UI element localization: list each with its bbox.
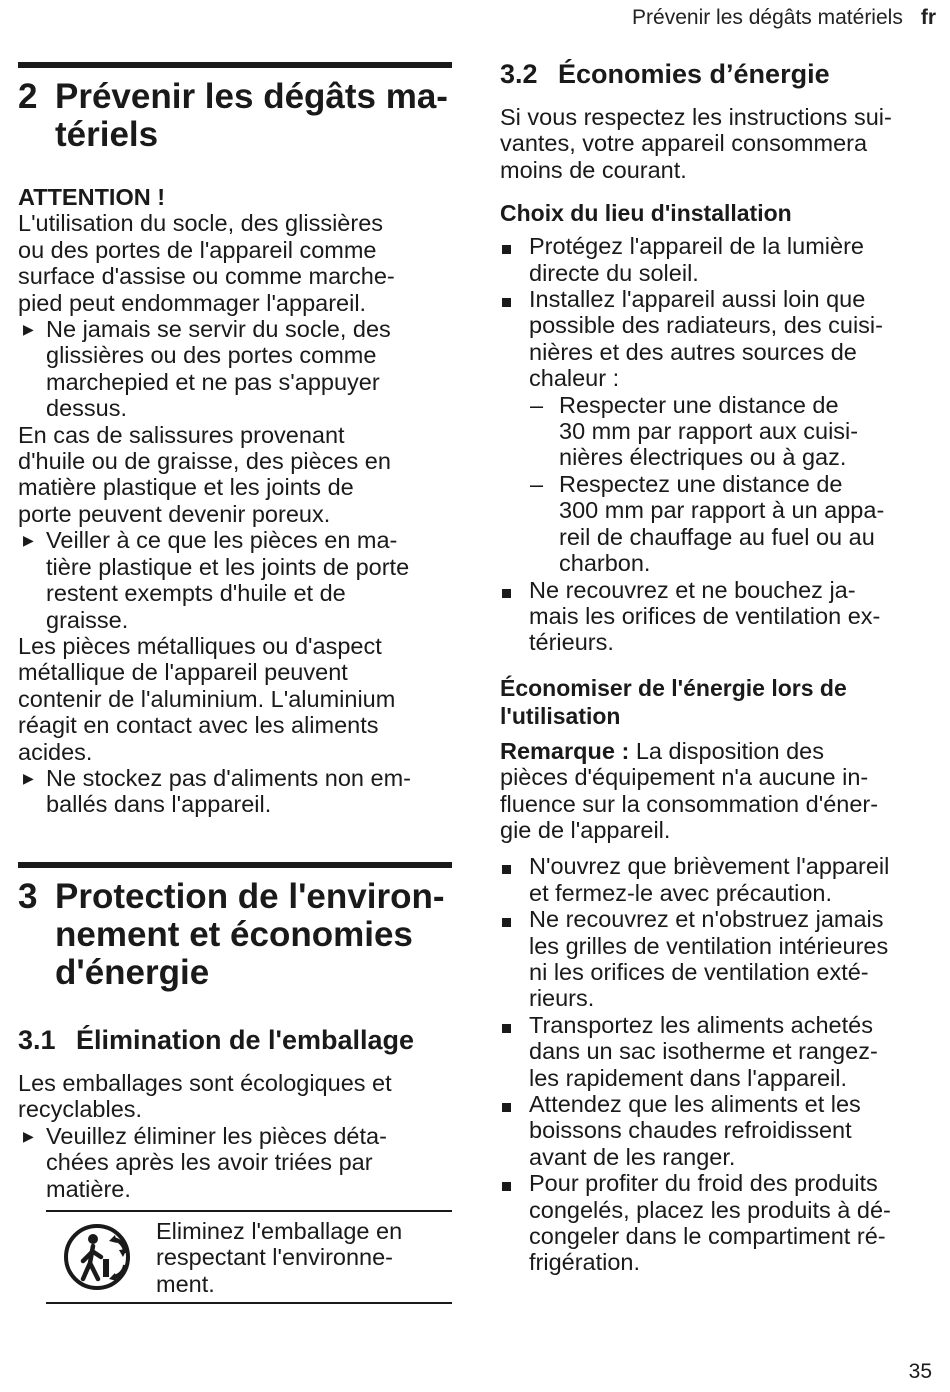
triangle-bullet-icon: ▶	[23, 1127, 34, 1144]
chapter-title-line: tériels	[55, 115, 159, 154]
instruction-step	[18, 316, 452, 422]
note-label: Remarque :	[500, 737, 630, 764]
chapter-2-body	[18, 184, 452, 818]
bullet-item	[500, 577, 932, 656]
bullet-item	[500, 1012, 932, 1091]
environment-note-box	[46, 1210, 452, 1304]
bullet-item	[500, 286, 932, 392]
bullet-item	[500, 233, 932, 286]
square-bullet-icon	[500, 233, 529, 286]
chapter-3-title	[18, 878, 452, 992]
square-bullet-icon	[500, 906, 529, 1012]
text-line: Transportez les aliments achetés	[529, 1011, 873, 1038]
bullet-item	[500, 853, 932, 906]
note-paragraph	[500, 738, 932, 844]
text-line: pied peut endommager l'appareil.	[18, 289, 367, 316]
environment-note-text	[156, 1217, 402, 1297]
section-3-2	[500, 58, 932, 1276]
text-line: fluence sur la consommation d'éner-	[500, 790, 879, 817]
text-line: Respecter une distance de	[559, 391, 839, 418]
text-line: Installez l'appareil aussi loin que	[529, 286, 866, 313]
dash-item	[500, 471, 932, 577]
text-line: Les emballages sont écologiques et	[18, 1070, 392, 1096]
text-line: térieurs.	[529, 629, 614, 656]
text-line: glissières ou des portes comme	[46, 342, 377, 369]
text-line: possible des radiateurs, des cuisi-	[529, 312, 883, 339]
section-3-2-title	[500, 58, 932, 90]
section-number: 3.2	[500, 59, 538, 89]
text-line: métallique de l'appareil peuvent	[18, 659, 348, 686]
text-line: réagit en contact avec les aliments	[18, 712, 379, 739]
text-line: restent exempts d'huile et de	[46, 580, 346, 607]
instruction-step	[18, 527, 452, 633]
text-line: acides.	[18, 738, 93, 765]
text-line: L'utilisation du socle, des glissières	[18, 210, 384, 237]
subsection-title: Choix du lieu d'installation	[500, 200, 792, 227]
square-bullet-icon	[500, 1170, 529, 1276]
text-line: nières et des autres sources de	[529, 338, 857, 365]
text-line: Eliminez l'emballage en	[156, 1218, 403, 1245]
text-line: les grilles de ventilation intérieures	[529, 932, 889, 959]
instruction-step	[18, 765, 452, 818]
text-line: ballés dans l'appareil.	[46, 791, 272, 818]
chapter-number: 3	[18, 877, 38, 916]
text-line: N'ouvrez que brièvement l'appareil	[529, 853, 890, 880]
text-line: marchepied et ne pas s'appuyer	[46, 368, 380, 395]
subsection-title-line: Économiser de l'énergie lors de	[500, 674, 847, 701]
triangle-bullet-icon: ▶	[23, 532, 34, 549]
dash-bullet-icon: –	[530, 470, 544, 497]
square-bullet-icon	[500, 577, 529, 656]
section-3-1-title	[18, 1024, 452, 1056]
text-line: Respectez une distance de	[559, 470, 843, 497]
text-line: mais les orifices de ventilation ex-	[529, 602, 881, 629]
text-line: chaleur :	[529, 365, 620, 392]
dash-bullet-icon: –	[530, 391, 544, 418]
text-line: Ne jamais se servir du socle, des	[46, 316, 391, 343]
bullet-item	[500, 1170, 932, 1276]
language-code: fr	[920, 6, 936, 29]
paragraph	[18, 422, 452, 528]
text-line: matière plastique et les joints de	[18, 474, 354, 501]
text-line: ni les orifices de ventilation exté-	[529, 958, 869, 985]
text-line: Pour profiter du froid des produits	[529, 1170, 878, 1197]
bullet-list	[500, 853, 932, 1276]
attention-label: ATTENTION !	[18, 184, 166, 210]
text-line: Veuillez éliminer les pièces déta-	[46, 1122, 387, 1149]
chapter-title-line: d'énergie	[55, 953, 210, 992]
subsection-title-line: l'utilisation	[500, 702, 621, 729]
text-line: graisse.	[46, 606, 129, 633]
text-line: 30 mm par rapport aux cuisi-	[559, 418, 859, 445]
chapter-3	[18, 862, 452, 992]
text-line: moins de courant.	[500, 156, 687, 183]
text-line: porte peuvent devenir poreux.	[18, 500, 331, 527]
chapter-2-title	[18, 78, 452, 154]
text-line: Ne recouvrez et n'obstruez jamais	[529, 906, 884, 933]
text-line: recyclables.	[18, 1096, 143, 1123]
text-line: surface d'assise ou comme marche-	[18, 263, 395, 290]
text-line: 300 mm par rapport à un appa-	[559, 497, 885, 524]
text-line: tière plastique et les joints de porte	[46, 553, 410, 580]
text-line: ou des portes de l'appareil comme	[18, 236, 377, 263]
section-title-text: Élimination de l'emballage	[76, 1025, 415, 1055]
text-line: dessus.	[46, 395, 127, 422]
text-line: avant de les ranger.	[529, 1143, 736, 1170]
triangle-bullet-icon: ▶	[23, 769, 34, 786]
running-header	[632, 6, 936, 30]
text-line: Protégez l'appareil de la lumière	[529, 233, 864, 260]
text-line: ment.	[156, 1270, 215, 1297]
section-3-1	[18, 1024, 452, 1304]
recycle-person-icon	[46, 1217, 156, 1297]
square-bullet-icon	[500, 286, 529, 392]
chapter-rule	[18, 62, 452, 68]
chapter-title-line: Prévenir les dégâts ma-	[55, 77, 448, 116]
paragraph	[18, 633, 452, 765]
text-line: et fermez-le avec précaution.	[529, 879, 833, 906]
text-line: frigération.	[529, 1249, 641, 1276]
text-line: charbon.	[559, 550, 651, 577]
text-line: Attendez que les aliments et les	[529, 1091, 861, 1117]
text-line: vantes, votre appareil consommera	[500, 130, 868, 157]
subsection-title	[500, 674, 932, 730]
chapter-rule	[18, 862, 452, 868]
text-line: Ne recouvrez et ne bouchez ja-	[529, 576, 856, 603]
paragraph	[18, 210, 452, 316]
text-line: boissons chaudes refroidissent	[529, 1117, 852, 1144]
text-line: congelés, placez les produits à dé-	[529, 1196, 891, 1223]
chapter-number: 2	[18, 77, 38, 116]
chapter-title-line: Protection de l'environ-	[55, 877, 445, 916]
bullet-item	[500, 906, 932, 1012]
page-number: 35	[908, 1360, 932, 1383]
text-line: rieurs.	[529, 985, 595, 1012]
running-title: Prévenir les dégâts matériels	[632, 6, 903, 29]
text-line: Si vous respectez les instructions sui-	[500, 104, 892, 130]
text-line: nières électriques ou à gaz.	[559, 444, 847, 471]
text-line: pièces d'équipement n'a aucune in-	[500, 764, 869, 791]
text-line: d'huile ou de graisse, des pièces en	[18, 448, 391, 475]
text-line: Les pièces métalliques ou d'aspect	[18, 632, 382, 659]
paragraph	[18, 1070, 452, 1123]
text-line: reil de chauffage au fuel ou au	[559, 523, 875, 550]
triangle-bullet-icon: ▶	[23, 321, 34, 338]
text-line: Veiller à ce que les pièces en ma-	[46, 527, 398, 554]
section-number: 3.1	[18, 1025, 56, 1055]
text-line: directe du soleil.	[529, 259, 699, 286]
chapter-title-line: nement et économies	[55, 915, 413, 954]
text-line: Ne stockez pas d'aliments non em-	[46, 764, 411, 791]
text-line: En cas de salissures provenant	[18, 421, 345, 448]
text-line: chées après les avoir triées par	[46, 1149, 373, 1176]
square-bullet-icon	[500, 1091, 529, 1170]
paragraph	[500, 104, 932, 183]
text-line: contenir de l'aluminium. L'aluminium	[18, 685, 396, 712]
text-line: dans un sac isotherme et rangez-	[529, 1038, 878, 1065]
bullet-item	[500, 1091, 932, 1170]
text-line: les rapidement dans l'appareil.	[529, 1064, 848, 1091]
square-bullet-icon	[500, 853, 529, 906]
dash-item	[500, 392, 932, 471]
chapter-2	[18, 62, 452, 154]
text-line: congeler dans le compartiment ré-	[529, 1223, 886, 1250]
section-title-text: Économies d’énergie	[558, 59, 830, 89]
text-line: matière.	[46, 1175, 131, 1202]
instruction-step	[18, 1123, 452, 1202]
text-line: respectant l'environne-	[156, 1244, 394, 1271]
square-bullet-icon	[500, 1012, 529, 1091]
text-line: La disposition des	[629, 737, 824, 764]
text-line: gie de l'appareil.	[500, 816, 671, 843]
